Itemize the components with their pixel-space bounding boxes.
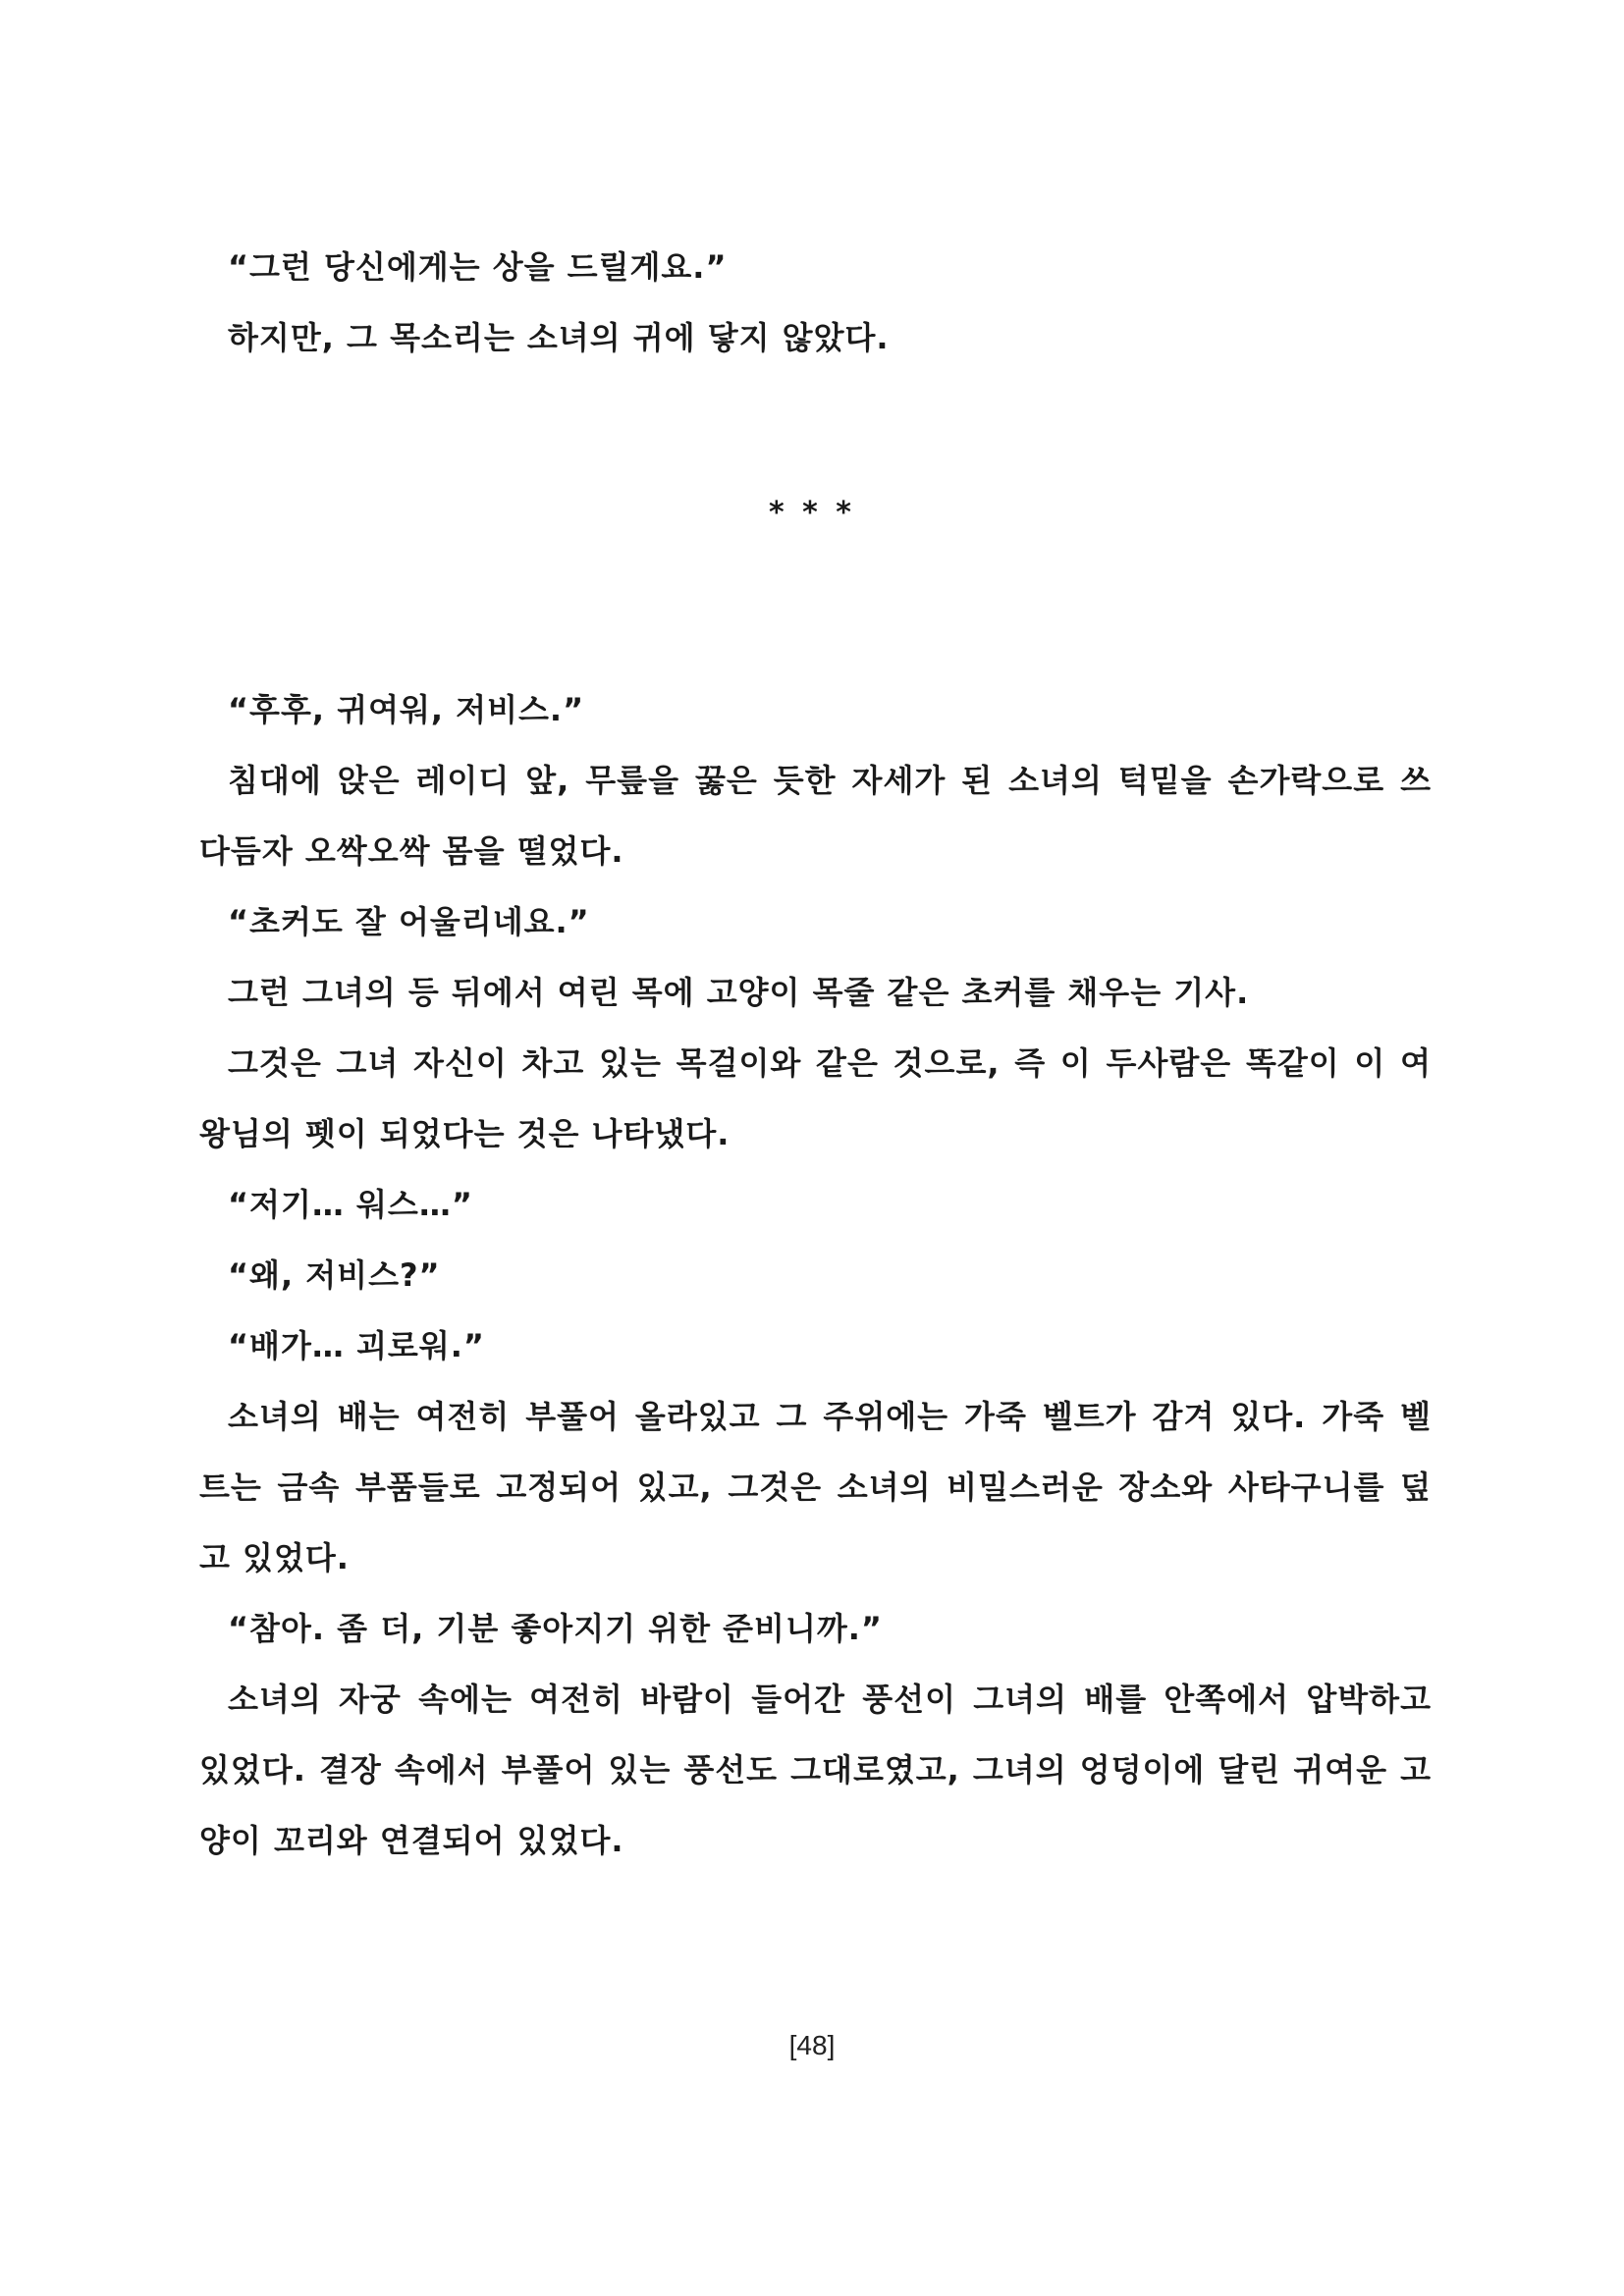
narration-line: 트는 금속 부품들로 고정되어 있고, 그것은 소녀의 비밀스러운 장소와 사타구니를 덮	[199, 1468, 1432, 1506]
narration-line: 그런 그녀의 등 뒤에서 여린 목에 고양이 목줄 같은 초커를 채우는 기사.	[228, 974, 1250, 1011]
narration-line: 침대에 앉은 레이디 앞, 무릎을 꿇은 듯한 자세가 된 소녀의 턱밑을 손가락으로 쓰	[228, 762, 1432, 799]
narration-line: 소녀의 배는 여전히 부풀어 올라있고 그 주위에는 가죽 벨트가 감겨 있다. 가죽 벨	[228, 1398, 1432, 1435]
dialogue-line: “저기… 워스…”	[228, 1186, 473, 1223]
dialogue-line: “배가… 괴로워.”	[228, 1327, 485, 1364]
opening-passage	[199, 232, 1432, 373]
dialogue-line: “초커도 잘 어울리네요.”	[228, 903, 590, 940]
dialogue-line: “왜, 저비스?”	[228, 1256, 441, 1294]
narration-line: 양이 꼬리와 연결되어 있었다.	[199, 1822, 624, 1859]
narration-line: 왕님의 펫이 되었다는 것은 나타냈다.	[199, 1115, 731, 1152]
narration-line: 있었다. 결장 속에서 부풀어 있는 풍선도 그대로였고, 그녀의 엉덩이에 달린 귀여운 고	[199, 1751, 1432, 1789]
dialogue-line: “그런 당신에게는 상을 드릴게요.”	[228, 248, 728, 286]
main-passage	[199, 674, 1432, 1876]
narration-line: 그것은 그녀 자신이 차고 있는 목걸이와 같은 것으로, 즉 이 두사람은 똑같이 이 여	[228, 1044, 1432, 1082]
narration-line: 소녀의 자궁 속에는 여전히 바람이 들어간 풍선이 그녀의 배를 안쪽에서 압박하고	[228, 1681, 1432, 1718]
narration-line: 하지만, 그 목소리는 소녀의 귀에 닿지 않았다.	[228, 319, 890, 356]
dialogue-line: “후후, 귀여워, 저비스.”	[228, 691, 585, 728]
narration-line: 고 있었다.	[199, 1539, 350, 1576]
dialogue-line: “참아. 좀 더, 기분 좋아지기 위한 준비니까.”	[228, 1610, 883, 1647]
narration-line: 다듬자 오싹오싹 몸을 떨었다.	[199, 832, 624, 870]
scene-separator: * * *	[769, 496, 855, 530]
page-number: [48]	[788, 2030, 836, 2060]
